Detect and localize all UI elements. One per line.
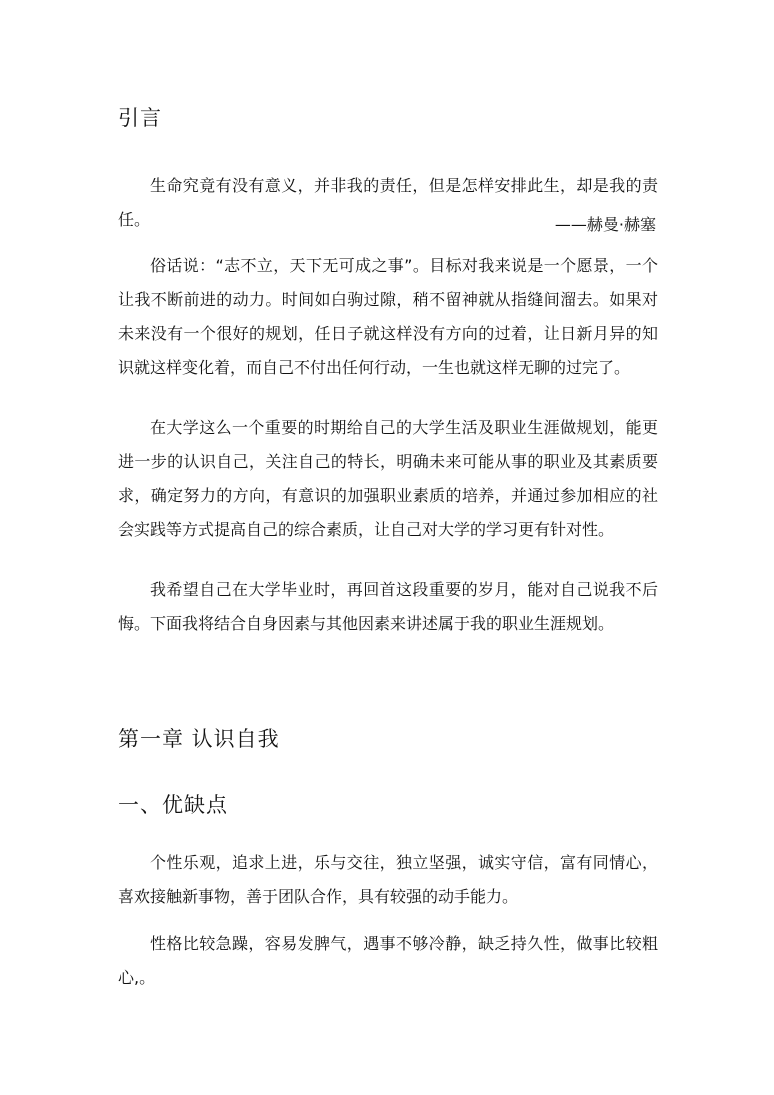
- intro-paragraph-3: 我希望自己在大学毕业时，再回首这段重要的岁月，能对自己说我不后悔。下面我将结合自身因素与其他因素来讲述属于我的职业生涯规划。: [118, 580, 658, 633]
- epigraph-quote: 生命究竟有没有意义，并非我的责任，但是怎样安排此生，却是我的责任。: [118, 176, 658, 229]
- weaknesses-paragraph: 性格比较急躁，容易发脾气，遇事不够冷静，缺乏持久性，做事比较粗心,。: [118, 934, 658, 987]
- strengths-paragraph: 个性乐观，追求上进，乐与交往，独立坚强，诚实守信，富有同情心，喜欢接触新事物，善于团队合作，具有较强的动手能力。: [118, 853, 658, 906]
- section-heading: 一、优缺点: [118, 793, 228, 817]
- chapter-heading: 第一章 认识自我: [118, 727, 280, 751]
- intro-paragraph-2: 在大学这么一个重要的时期给自己的大学生活及职业生涯做规划，能更进一步的认识自己，关注自己的特长，明确未来可能从事的职业及其素质要求，确定努力的方向，有意识的加强职业素质的培养，并通过参加相应的社会实践等方式提高自己的综合素质，让自己对大学的学习更有针对性。: [118, 418, 658, 539]
- epigraph-source: ——赫曼·赫塞: [554, 215, 656, 234]
- intro-heading: 引言: [118, 106, 162, 130]
- intro-paragraph-1: 俗话说：“志不立，天下无可成之事”。目标对我来说是一个愿景，一个让我不断前进的动力。时间如白驹过隙，稍不留神就从指缝间溜去。如果对未来没有一个很好的规划，任日子就这样没有方向的过着，让日新月异的知识就这样变化着，而自己不付出任何行动，一生也就这样无聊的过完了。: [118, 256, 658, 377]
